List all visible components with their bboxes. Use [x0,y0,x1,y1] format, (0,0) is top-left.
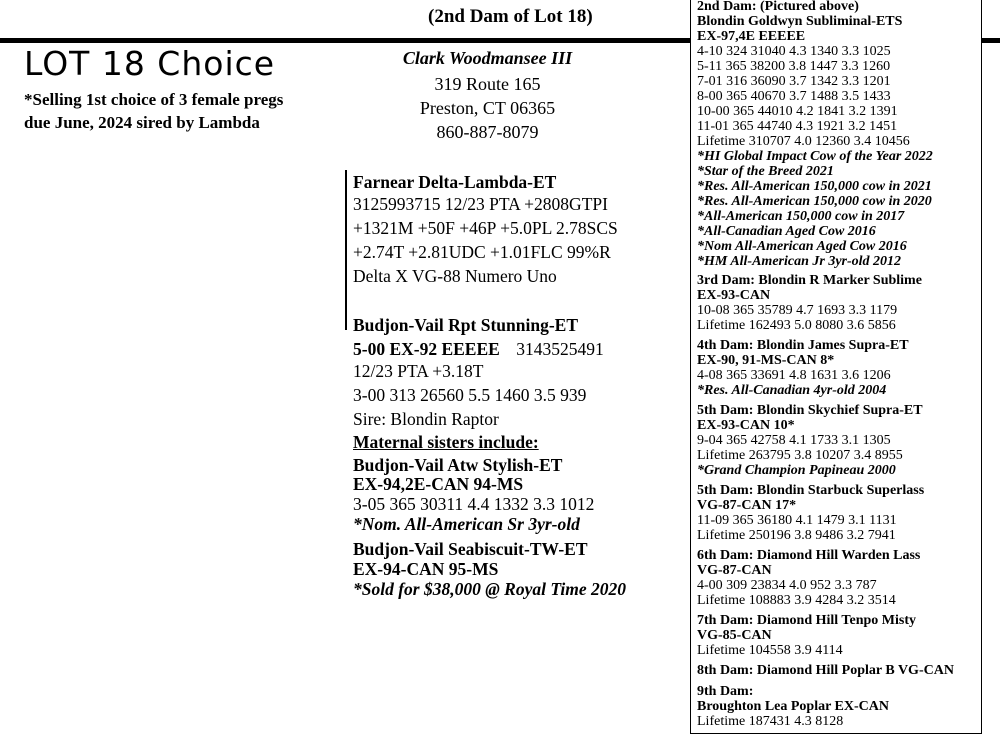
sire-info-line: +1321M +50F +46P +5.0PL 2.78SCS [353,218,618,238]
pedigree-honor: *Grand Champion Papineau 2000 [697,463,896,478]
pedigree-heading: 6th Dam: Diamond Hill Warden Lass [697,548,921,563]
sister-record: 3-05 365 30311 4.4 1332 3.3 1012 [353,494,595,514]
pedigree-heading: 4th Dam: Blondin James Supra-ET [697,338,909,353]
dam-class-row [353,339,604,360]
pedigree-lifetime: Lifetime 162493 5.0 8080 3.6 5856 [697,318,896,333]
pedigree-heading: 3rd Dam: Blondin R Marker Sublime [697,273,922,288]
dam-info-line: 3-00 313 26560 5.5 1460 3.5 939 [353,385,587,405]
lot-description-line: *Selling 1st choice of 3 female pregs [24,90,284,109]
sister-class: EX-94-CAN 95-MS [353,559,499,579]
pedigree-record: 11-09 365 36180 4.1 1479 3.1 1131 [697,513,897,528]
pedigree-record: 7-01 316 36090 3.7 1342 3.3 1201 [697,74,891,89]
pedigree-heading: 9th Dam: [697,684,754,699]
dam-info-line: Sire: Blondin Raptor [353,409,499,429]
dam-info-line: 12/23 PTA +3.18T [353,361,484,381]
dam-name: Budjon-Vail Rpt Stunning-ET [353,315,579,335]
pedigree-honor: *Res. All-American 150,000 cow in 2021 [697,179,932,194]
pedigree-class: EX-93-CAN [697,288,771,303]
pedigree-class: VG-87-CAN [697,563,772,578]
sister-class: EX-94,2E-CAN 94-MS [353,474,524,494]
pedigree-heading: 5th Dam: Blondin Skychief Supra-ET [697,403,923,418]
pedigree-heading: 2nd Dam: (Pictured above) [697,0,859,14]
consignor-address: 319 Route 165 [434,74,541,94]
sire-info-line: 3125993715 12/23 PTA +2808GTPI [353,194,608,214]
second-dam-of-lot-caption: (2nd Dam of Lot 18) [428,6,593,27]
pedigree-honor: *All-Canadian Aged Cow 2016 [697,224,876,239]
pedigree-honor: *Star of the Breed 2021 [697,164,834,179]
maternal-sisters-heading: Maternal sisters include: [353,432,539,452]
consignor-city: Preston, CT 06365 [419,98,556,118]
pedigree-dam-name: Blondin Goldwyn Subliminal-ETS [697,14,903,29]
sister-name: Budjon-Vail Atw Stylish-ET [353,455,563,475]
pedigree-lifetime: Lifetime 187431 4.3 8128 [697,714,844,729]
pedigree-record: 8-00 365 40670 3.7 1488 3.5 1433 [697,89,891,104]
consignor-phone: 860-887-8079 [436,122,539,142]
pedigree-honor: *HI Global Impact Cow of the Year 2022 [697,149,933,164]
pedigree-heading: 7th Dam: Diamond Hill Tenpo Misty [697,613,916,628]
pedigree-heading: 8th Dam: Diamond Hill Poplar B VG-CAN [697,663,954,678]
pedigree-honor: *Nom All-American Aged Cow 2016 [697,239,907,254]
sire-info-line: +2.74T +2.81UDC +1.01FLC 99%R [353,242,611,262]
pedigree-honor: *HM All-American Jr 3yr-old 2012 [697,254,902,269]
pedigree-record: 9-04 365 42758 4.1 1733 3.1 1305 [697,433,891,448]
pedigree-honor: *Res. All-American 150,000 cow in 2020 [697,194,932,209]
pedigree-lifetime: Lifetime 250196 3.8 9486 3.2 7941 [697,528,896,543]
header-rule-left [0,38,690,43]
pedigree-record: 11-01 365 44740 4.3 1921 3.2 1451 [697,119,898,134]
sire-name: Farnear Delta-Lambda-ET [353,172,557,192]
pedigree-lifetime: Lifetime 108883 3.9 4284 3.2 3514 [697,593,896,608]
pedigree-heading: 5th Dam: Blondin Starbuck Superlass [697,483,925,498]
pedigree-lifetime: Lifetime 104558 3.9 4114 [697,643,843,658]
pedigree-class: VG-85-CAN [697,628,772,643]
pedigree-class: EX-97,4E EEEEE [697,29,806,44]
sister-note: *Sold for $38,000 @ Royal Time 2020 [353,579,627,599]
consignor-name: Clark Woodmansee III [402,48,573,68]
pedigree-honor: *All-American 150,000 cow in 2017 [697,209,905,224]
pedigree-dam-name: Broughton Lea Poplar EX-CAN [697,699,890,714]
pedigree-class: VG-87-CAN 17* [697,498,797,513]
pedigree-lifetime: Lifetime 263795 3.8 10207 3.4 8955 [697,448,903,463]
pedigree-record: 10-00 365 44010 4.2 1841 3.2 1391 [697,104,898,119]
lot-description-line: due June, 2024 sired by Lambda [24,113,260,132]
pedigree-honor: *Res. All-Canadian 4yr-old 2004 [697,383,887,398]
pedigree-class: EX-90, 91-MS-CAN 8* [697,353,835,368]
dam-registration: 3143525491 [516,339,604,359]
pedigree-lifetime: Lifetime 310707 4.0 12360 3.4 10456 [697,134,910,149]
sister-name: Budjon-Vail Seabiscuit-TW-ET [353,539,588,559]
pedigree-class: EX-93-CAN 10* [697,418,795,433]
sire-bracket [345,170,347,330]
pedigree-record: 10-08 365 35789 4.7 1693 3.3 1179 [697,303,898,318]
pedigree-record: 4-00 309 23834 4.0 952 3.3 787 [697,578,877,593]
pedigree-record: 5-11 365 38200 3.8 1447 3.3 1260 [697,59,891,74]
lot-title: LOT 18 Choice [24,44,276,83]
header-rule-right [982,38,1000,43]
pedigree-record: 4-08 365 33691 4.8 1631 3.6 1206 [697,368,891,383]
pedigree-record: 4-10 324 31040 4.3 1340 3.3 1025 [697,44,891,59]
dam-classification: 5-00 EX-92 EEEEE [353,339,500,359]
sire-info-line: Delta X VG-88 Numero Uno [353,266,557,286]
sister-note: *Nom. All-American Sr 3yr-old [353,514,580,534]
